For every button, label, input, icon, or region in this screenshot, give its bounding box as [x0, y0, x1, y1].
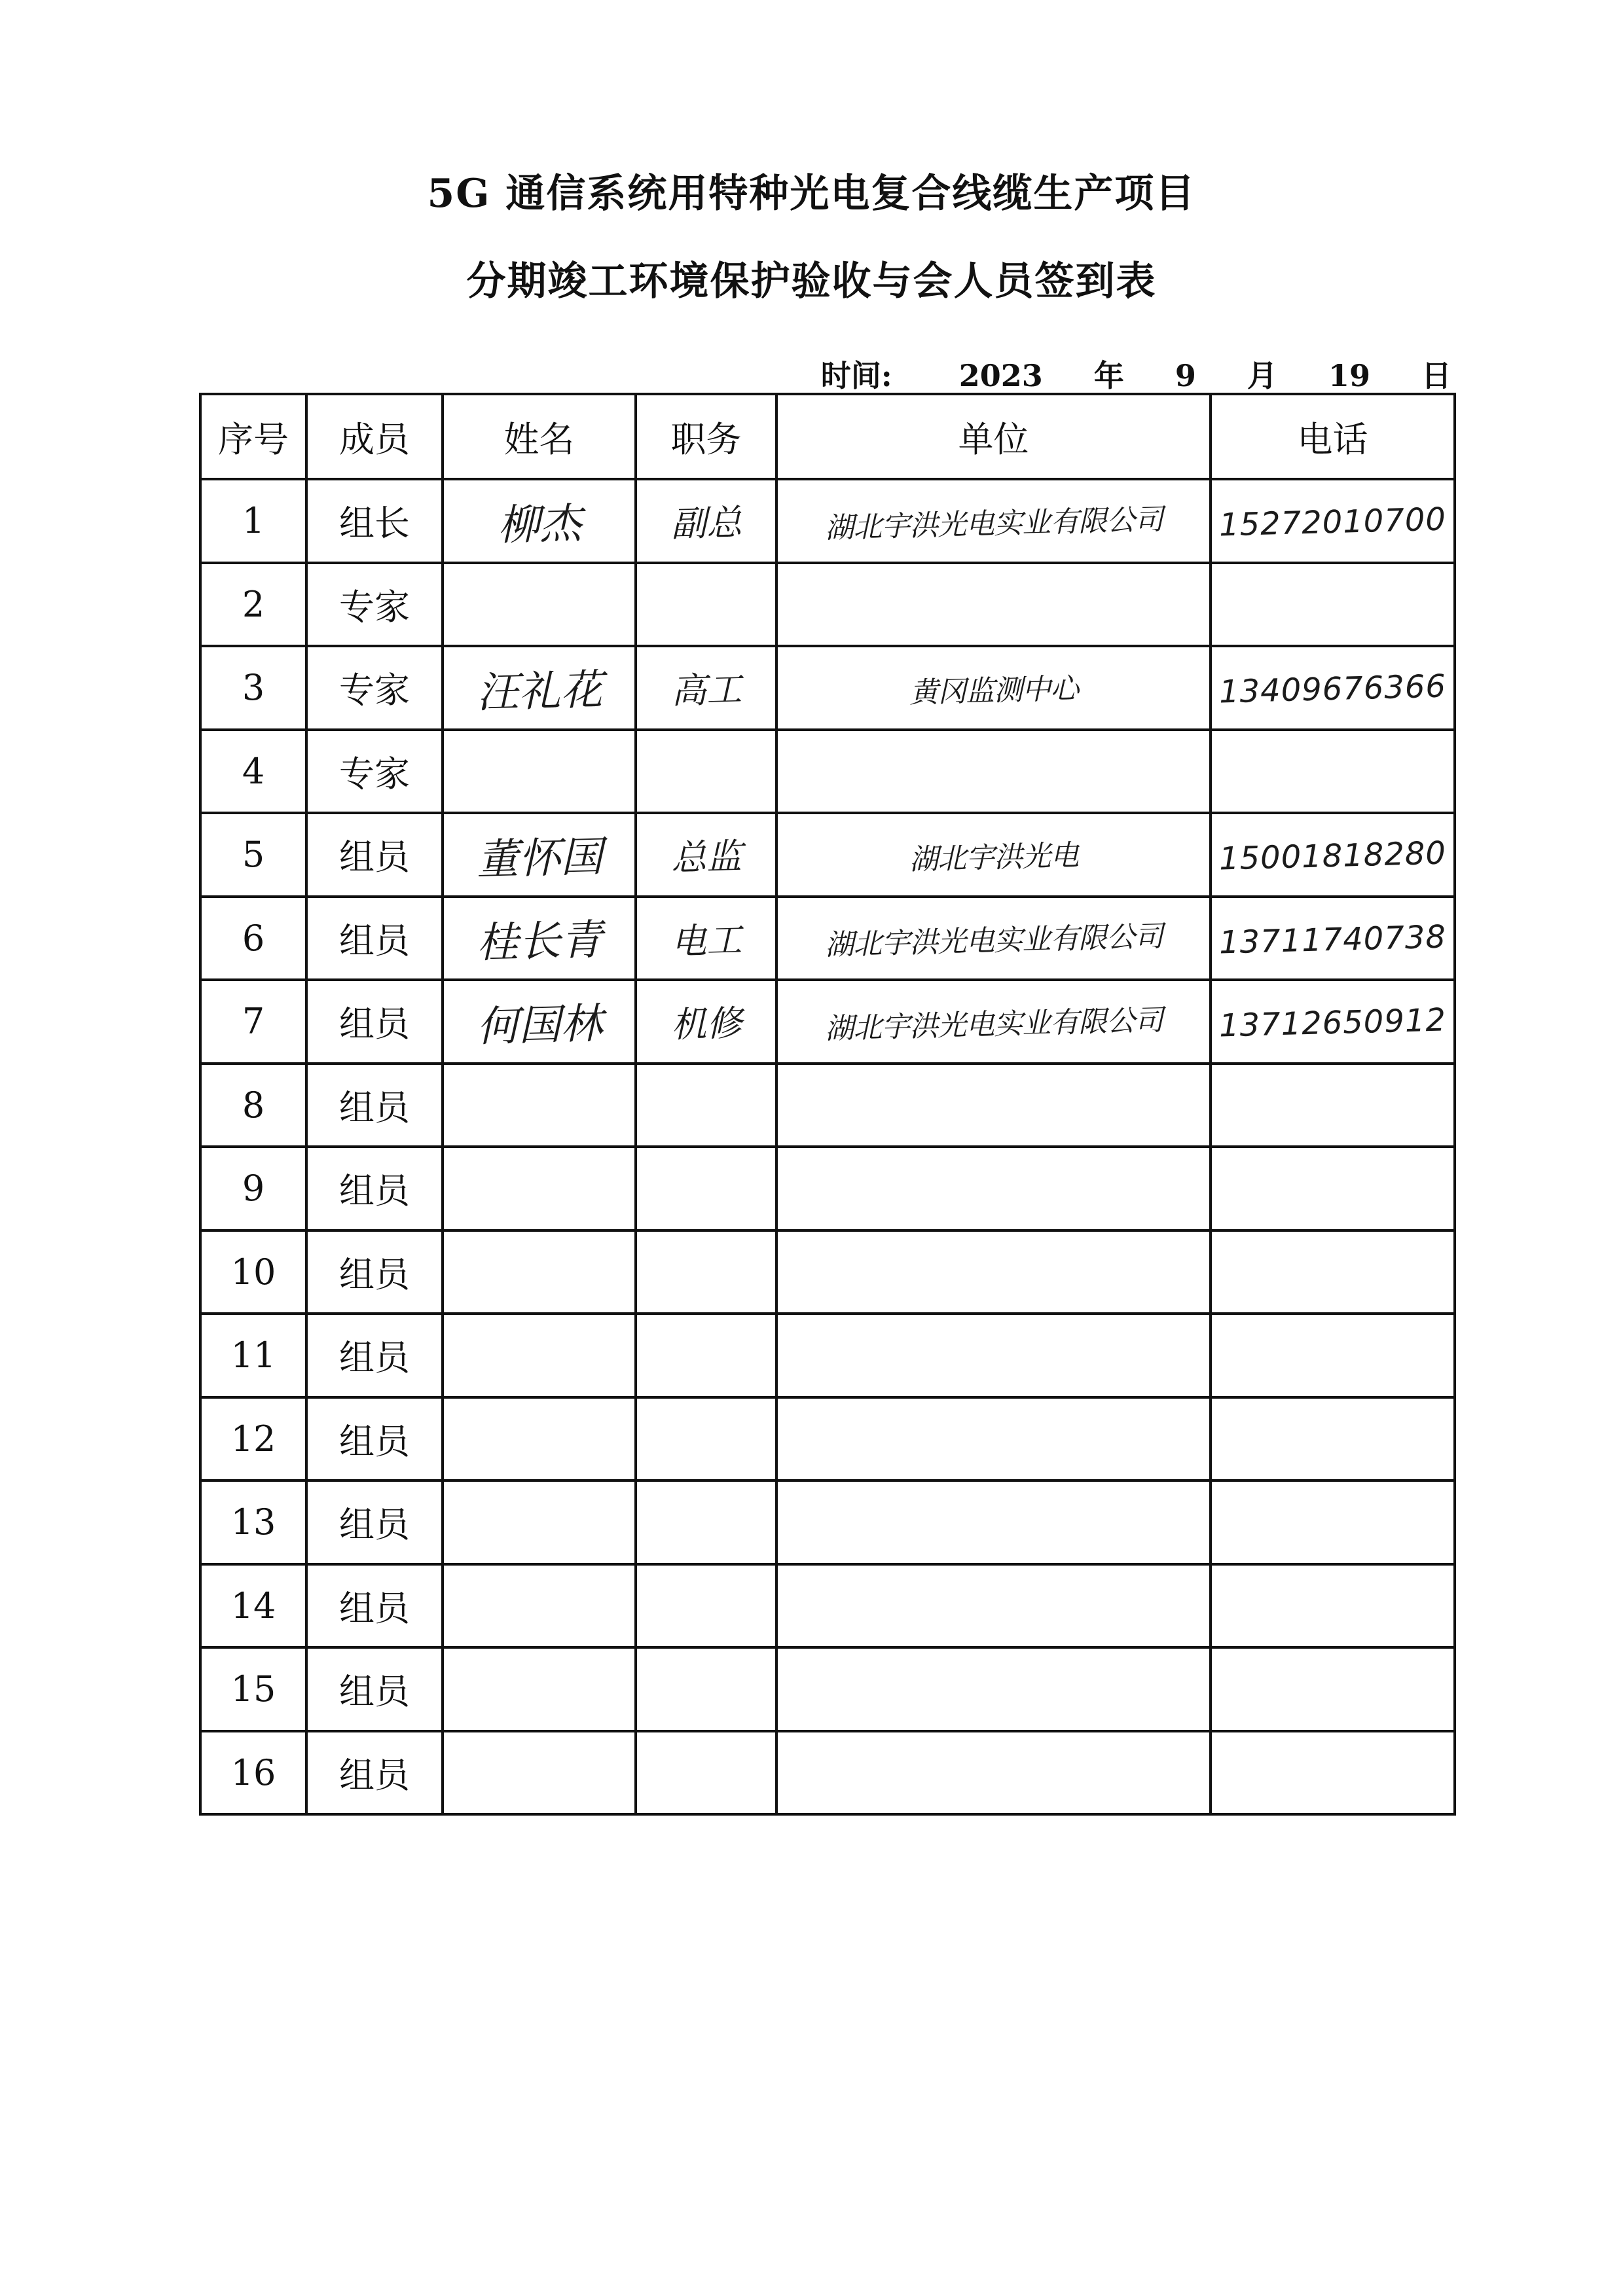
date-day-unit: 日: [1421, 358, 1451, 393]
header-position: 职务: [636, 394, 776, 479]
cell-no: 12: [200, 1397, 306, 1481]
table-row: [200, 1064, 1455, 1147]
cell-phone: [1211, 1230, 1455, 1314]
cell-no: 16: [200, 1731, 306, 1815]
cell-name: [443, 897, 636, 980]
cell-role: 组员: [306, 1147, 443, 1230]
cell-role: 组员: [306, 1564, 443, 1648]
cell-unit: [776, 980, 1211, 1064]
cell-unit: [776, 813, 1211, 897]
cell-name: [443, 646, 636, 730]
cell-role: 组员: [306, 1314, 443, 1397]
cell-name: [443, 1397, 636, 1481]
cell-name: [443, 1480, 636, 1564]
table-row: [200, 1314, 1455, 1397]
cell-role: 专家: [306, 730, 443, 814]
cell-position: [636, 479, 776, 563]
unit-handwriting: 湖北宇洪光电: [908, 838, 1079, 877]
table-row: [200, 1731, 1455, 1815]
cell-no: 10: [200, 1230, 306, 1314]
date-year: 2023: [958, 358, 1043, 393]
cell-no: 4: [200, 730, 306, 814]
cell-no: 1: [200, 479, 306, 563]
position-handwriting: 电工: [670, 919, 742, 963]
unit-handwriting: 湖北宇洪光电实业有限公司: [824, 1003, 1163, 1046]
cell-name: [443, 1314, 636, 1397]
phone-handwriting: 13712650912: [1218, 1001, 1447, 1045]
cell-name: [443, 1147, 636, 1230]
phone-handwriting: 15272010700: [1218, 501, 1447, 544]
cell-no: 7: [200, 980, 306, 1064]
cell-unit: [776, 897, 1211, 980]
header-phone: 电话: [1211, 394, 1455, 479]
cell-phone: [1211, 1314, 1455, 1397]
cell-unit: [776, 1731, 1211, 1815]
cell-no: 14: [200, 1564, 306, 1648]
cell-position: [636, 1230, 776, 1314]
cell-name: [443, 1647, 636, 1731]
form-title-line-1: 5G 通信系统用特种光电复合线缆生产项目: [427, 171, 1196, 217]
cell-name: [443, 563, 636, 647]
cell-phone: [1211, 897, 1455, 980]
cell-position: [636, 813, 776, 897]
cell-position: [636, 730, 776, 814]
table-row: [200, 730, 1455, 814]
cell-role: 组员: [306, 813, 443, 897]
cell-unit: [776, 1064, 1211, 1147]
cell-phone: [1211, 1480, 1455, 1564]
name-handwriting: 何国林: [475, 999, 603, 1052]
cell-role: 组长: [306, 479, 443, 563]
table-row: [200, 1230, 1455, 1314]
cell-unit: [776, 1564, 1211, 1648]
table-body: [200, 479, 1455, 1814]
cell-phone: [1211, 980, 1455, 1064]
cell-role: 组员: [306, 1064, 443, 1147]
cell-phone: [1211, 1564, 1455, 1648]
cell-unit: [776, 479, 1211, 563]
cell-unit: [776, 1480, 1211, 1564]
position-handwriting: 机修: [670, 1002, 742, 1046]
cell-position: [636, 646, 776, 730]
cell-unit: [776, 1147, 1211, 1230]
name-handwriting: 汪礼花: [475, 666, 603, 718]
cell-name: [443, 479, 636, 563]
cell-phone: [1211, 1397, 1455, 1481]
table-row: [200, 813, 1455, 897]
cell-position: [636, 1064, 776, 1147]
cell-unit: [776, 646, 1211, 730]
cell-no: 8: [200, 1064, 306, 1147]
cell-unit: [776, 1230, 1211, 1314]
unit-handwriting: 黄冈监测中心: [908, 672, 1079, 710]
cell-no: 5: [200, 813, 306, 897]
name-handwriting: 桂长青: [475, 916, 603, 968]
sign-in-table: [199, 393, 1456, 1816]
cell-phone: [1211, 1064, 1455, 1147]
table-row: [200, 646, 1455, 730]
unit-handwriting: 湖北宇洪光电实业有限公司: [824, 503, 1163, 545]
table-row: [200, 479, 1455, 563]
cell-position: [636, 1314, 776, 1397]
date-line: [821, 352, 1451, 395]
table-row: [200, 980, 1455, 1064]
cell-role: 组员: [306, 1397, 443, 1481]
date-day: 19: [1328, 358, 1370, 393]
table-row: [200, 563, 1455, 647]
cell-phone: [1211, 730, 1455, 814]
cell-name: [443, 1064, 636, 1147]
table-header-row: [200, 394, 1455, 479]
cell-no: 3: [200, 646, 306, 730]
cell-name: [443, 730, 636, 814]
cell-name: [443, 813, 636, 897]
header-unit: 单位: [776, 394, 1211, 479]
cell-role: 专家: [306, 563, 443, 647]
cell-role: 组员: [306, 1480, 443, 1564]
cell-position: [636, 1147, 776, 1230]
cell-phone: [1211, 1647, 1455, 1731]
cell-phone: [1211, 646, 1455, 730]
cell-no: 11: [200, 1314, 306, 1397]
phone-handwriting: 13409676366: [1218, 668, 1447, 711]
date-label: 时间:: [820, 358, 892, 393]
table-row: [200, 1480, 1455, 1564]
name-handwriting: 柳杰: [496, 499, 582, 550]
cell-position: [636, 1397, 776, 1481]
table-row: [200, 1397, 1455, 1481]
cell-no: 2: [200, 563, 306, 647]
header-role: 成员: [306, 394, 443, 479]
date-month-unit: 月: [1247, 358, 1277, 393]
cell-name: [443, 1564, 636, 1648]
cell-role: 组员: [306, 1731, 443, 1815]
cell-position: [636, 897, 776, 980]
table-row: [200, 897, 1455, 980]
cell-no: 13: [200, 1480, 306, 1564]
cell-position: [636, 1647, 776, 1731]
cell-phone: [1211, 1731, 1455, 1815]
table-row: [200, 1647, 1455, 1731]
name-handwriting: 董怀国: [475, 833, 603, 885]
cell-no: 6: [200, 897, 306, 980]
phone-handwriting: 13711740738: [1218, 918, 1447, 961]
date-year-unit: 年: [1093, 358, 1124, 393]
cell-no: 9: [200, 1147, 306, 1230]
cell-name: [443, 980, 636, 1064]
cell-position: [636, 1731, 776, 1815]
cell-phone: [1211, 563, 1455, 647]
cell-role: 专家: [306, 646, 443, 730]
cell-role: 组员: [306, 897, 443, 980]
cell-name: [443, 1230, 636, 1314]
position-handwriting: 总监: [670, 835, 742, 879]
position-handwriting: 高工: [670, 668, 742, 712]
cell-phone: [1211, 479, 1455, 563]
cell-phone: [1211, 1147, 1455, 1230]
unit-handwriting: 湖北宇洪光电实业有限公司: [824, 920, 1163, 962]
cell-role: 组员: [306, 1230, 443, 1314]
cell-unit: [776, 1647, 1211, 1731]
cell-position: [636, 1564, 776, 1648]
form-title-line-2: 分期竣工环境保护验收与会人员签到表: [466, 259, 1157, 304]
cell-role: 组员: [306, 1647, 443, 1731]
cell-position: [636, 1480, 776, 1564]
position-handwriting: 副总: [670, 501, 742, 545]
cell-unit: [776, 563, 1211, 647]
table-row: [200, 1564, 1455, 1648]
header-name: 姓名: [443, 394, 636, 479]
cell-unit: [776, 730, 1211, 814]
cell-unit: [776, 1397, 1211, 1481]
header-no: 序号: [200, 394, 306, 479]
table-row: [200, 1147, 1455, 1230]
cell-position: [636, 563, 776, 647]
cell-role: 组员: [306, 980, 443, 1064]
cell-unit: [776, 1314, 1211, 1397]
cell-phone: [1211, 813, 1455, 897]
phone-handwriting: 15001818280: [1218, 834, 1447, 878]
cell-name: [443, 1731, 636, 1815]
cell-position: [636, 980, 776, 1064]
cell-no: 15: [200, 1647, 306, 1731]
date-month: 9: [1175, 358, 1196, 393]
